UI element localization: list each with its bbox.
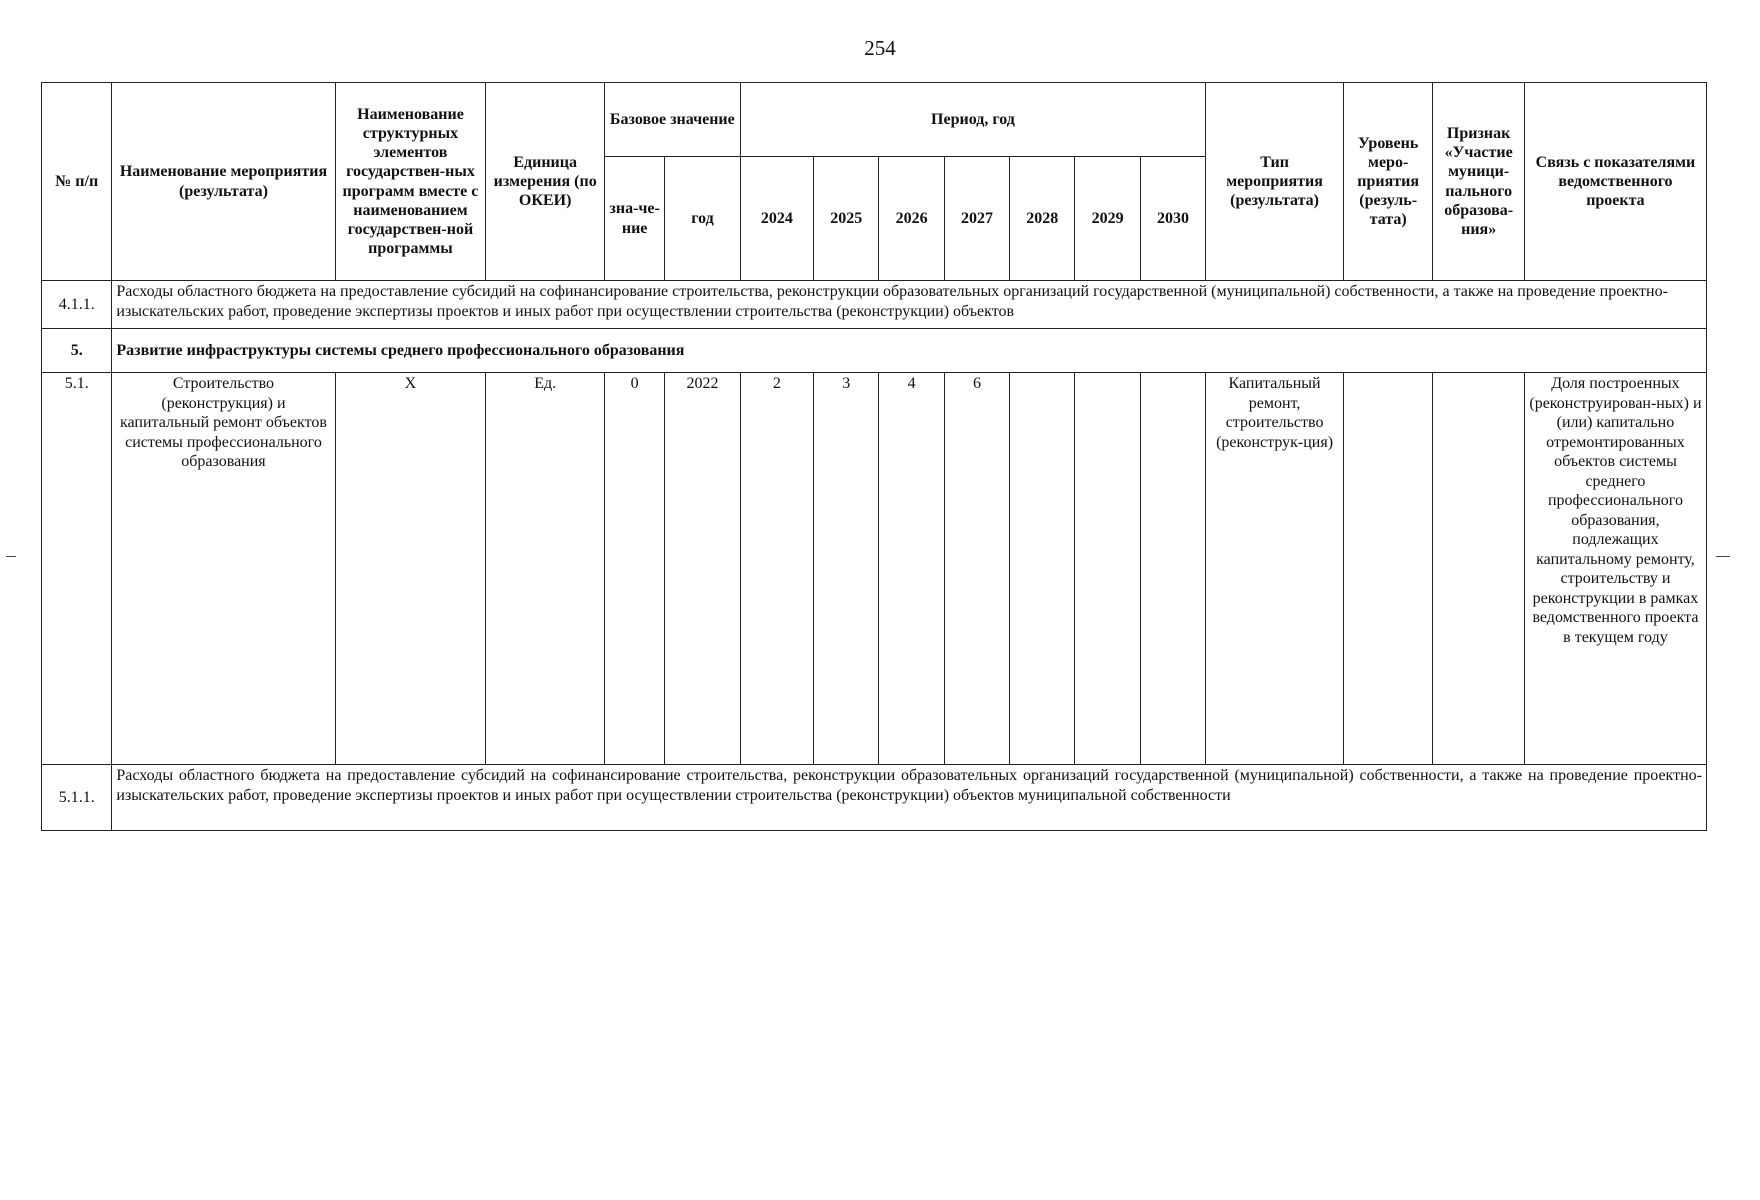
row-5-1-1 <box>42 765 1707 831</box>
row-5-1-2027: 6 <box>944 373 1009 765</box>
header-base: Базовое значение <box>604 83 740 157</box>
header-row-top <box>42 83 1707 157</box>
row-5-1 <box>42 373 1707 765</box>
row-5-1-name: Строительство (реконструкция) и капитальный ремонт объектов системы профессионального образования <box>112 373 335 765</box>
row-5-1-1-no: 5.1.1. <box>42 765 112 831</box>
row-5-1-base-value: 0 <box>604 373 664 765</box>
row-5-1-municipal <box>1433 373 1524 765</box>
row-5-1-link: Доля построенных (реконструирован-ных) и (или) капитально отремонтированных объектов системы среднего профессионального образования, подлежащих капитальному ремонту, строительству и реконструкции в рамках ведомственного проекта в текущем году <box>1524 373 1706 765</box>
header-municipal: Признак «Участие муници-пального образова-ния» <box>1433 83 1524 281</box>
header-structural: Наименование структурных элементов государствен-ных программ вместе с наименованием государствен-ной программы <box>335 83 486 281</box>
row-4-1-1-text: Расходы областного бюджета на предоставление субсидий на софинансирование строительства, реконструкции образовательных организаций государственной (муниципальной) собственности, а также на проведение проектно-изыскательских работ, проведение экспертизы проектов и иных работ при осуществлении строительства (реконструкции) объектов <box>112 281 1707 329</box>
header-year-2024: 2024 <box>740 157 813 281</box>
margin-mark-left <box>6 556 16 557</box>
header-link: Связь с показателями ведомственного проекта <box>1524 83 1706 281</box>
row-5-1-1-text: Расходы областного бюджета на предоставление субсидий на софинансирование строительства, реконструкции образовательных организаций государственной (муниципальной) собственности, а также на проведение проектно-изыскательских работ, проведение экспертизы проектов и иных работ при осуществлении строительства (реконструкции) объектов муниципальной собственности <box>112 765 1707 831</box>
header-year-2030: 2030 <box>1140 157 1205 281</box>
row-5-1-2030 <box>1140 373 1205 765</box>
page-number: 254 <box>864 36 896 60</box>
header-name: Наименование мероприятия (результата) <box>112 83 335 281</box>
row-5-1-no: 5.1. <box>42 373 112 765</box>
row-5-1-2025: 3 <box>814 373 879 765</box>
row-5-no: 5. <box>42 329 112 373</box>
header-no: № п/п <box>42 83 112 281</box>
row-5 <box>42 329 1707 373</box>
row-4-1-1-no: 4.1.1. <box>42 281 112 329</box>
row-5-1-2028 <box>1010 373 1075 765</box>
row-5-1-unit: Ед. <box>486 373 605 765</box>
row-5-1-type: Капитальный ремонт, строительство (реконструк-ция) <box>1206 373 1344 765</box>
header-year-2029: 2029 <box>1075 157 1140 281</box>
header-type: Тип мероприятия (результата) <box>1206 83 1344 281</box>
header-base-year: год <box>665 157 740 281</box>
header-year-2025: 2025 <box>814 157 879 281</box>
header-unit: Единица измерения (по ОКЕИ) <box>486 83 605 281</box>
row-5-1-2024: 2 <box>740 373 813 765</box>
margin-mark-right <box>1716 556 1730 557</box>
header-year-2027: 2027 <box>944 157 1009 281</box>
header-level: Уровень меро-приятия (резуль-тата) <box>1343 83 1432 281</box>
header-base-value: зна-че-ние <box>604 157 664 281</box>
row-5-1-2026: 4 <box>879 373 944 765</box>
row-5-text: Развитие инфраструктуры системы среднего профессионального образования <box>112 329 1707 373</box>
measures-table <box>41 82 1707 831</box>
header-period: Период, год <box>740 83 1206 157</box>
row-5-1-2029 <box>1075 373 1140 765</box>
header-year-2026: 2026 <box>879 157 944 281</box>
row-5-1-level <box>1343 373 1432 765</box>
header-year-2028: 2028 <box>1010 157 1075 281</box>
row-4-1-1 <box>42 281 1707 329</box>
row-5-1-base-year: 2022 <box>665 373 740 765</box>
row-5-1-structural: X <box>335 373 486 765</box>
